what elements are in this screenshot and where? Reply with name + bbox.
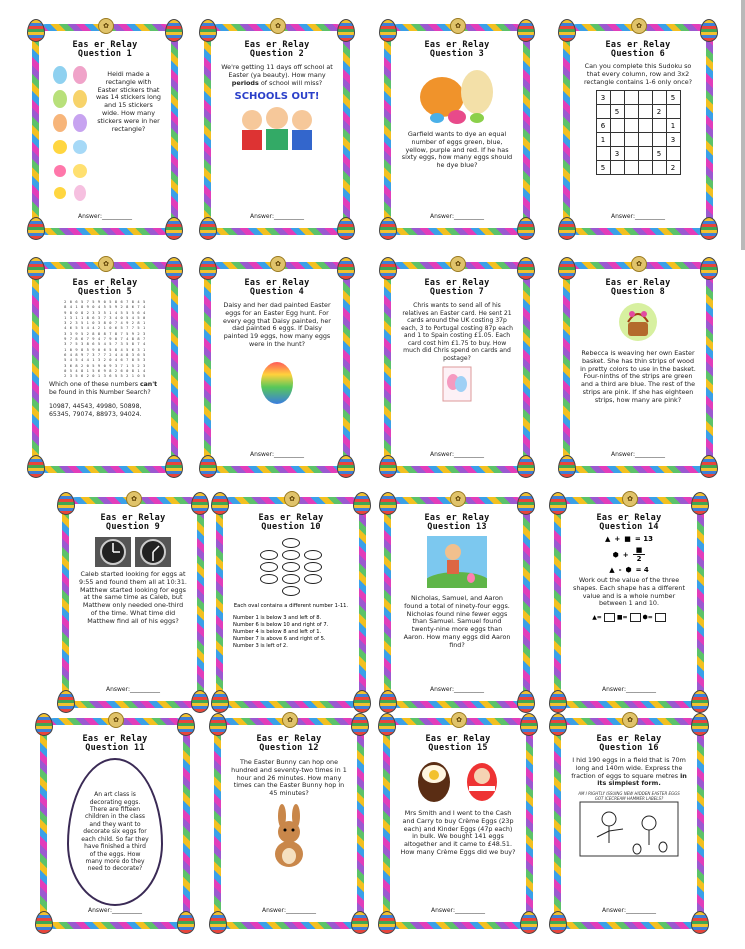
sudoku-grid: 3 5 5 2 6 1 1 3 3 5 5 2 [596,90,681,175]
easter-egg-icon [379,492,397,515]
easter-bunny-image [231,804,347,874]
answer-line: Answer:__________ [87,907,142,914]
easter-egg-icon [337,217,355,240]
easter-stickers-image [49,65,93,209]
easter-egg-icon [209,713,227,736]
easter-egg-icon [378,911,396,934]
badge-icon: ✿ [631,18,647,34]
answer-line: Answer:__________ [249,213,304,220]
answer-line: Answer:__________ [429,686,484,693]
question-text: I hid 190 eggs in a field that is 70m long and 140m wide. Express the fraction of eggs to square metres in its simplest form. [571,756,687,788]
card-question-15 [383,718,533,929]
easter-egg-icon [700,257,718,280]
card-title: Eas er Relay Question 14 [596,513,662,532]
garfield-image [401,62,513,128]
easter-egg-icon [35,713,53,736]
card-title: Eas er Relay Question 15 [425,734,491,753]
easter-egg-icon [700,455,718,478]
equation-1: ▲ + ■ = 13 [605,535,653,543]
badge-icon: ✿ [450,491,466,507]
easter-egg-icon [27,19,45,42]
answer-line: Answer:__________ [261,907,316,914]
easter-egg-icon [558,257,576,280]
badge-icon: ✿ [126,491,142,507]
question-text: Nicholas, Samuel, and Aaron found a total of ninety-four eggs. Nicholas found nine fewer eggs than Samuel. Samuel found twenty-nine more eggs than Aaron. How many eggs did Aaron find? [403,594,511,649]
easter-egg-icon [549,690,567,713]
card-title: Eas er Relay Question 9 [100,513,166,532]
square-icon: ■ [635,546,643,554]
answer-line: Answer:__________ [610,451,665,458]
badge-icon: ✿ [282,712,298,728]
question-text: Which one of these numbers can't be found in this Number Search? [49,381,158,397]
oval-diagram [233,537,349,597]
card-question-5 [32,262,178,473]
equation-3: ▲ - ⬢ = 4 [609,566,649,574]
easter-egg-icon [351,713,369,736]
oval-lead-text: Each oval contains a different number 1-11. [233,603,349,609]
card-question-11 [40,718,190,929]
hexagon-icon: ⬢ [625,566,632,574]
badge-icon: ✿ [108,712,124,728]
easter-egg-icon [211,492,229,515]
easter-egg-icon [379,455,397,478]
easter-egg-icon [191,492,209,515]
answer-line: Answer:__________ [610,213,665,220]
card-title: Eas er Relay Question 1 [72,40,138,59]
answer-line: Answer:__________ [601,686,656,693]
easter-egg-icon [351,911,369,934]
easter-egg-icon [520,911,538,934]
question-text: The Easter Bunny can hop one hundred and seventy-two times in 1 hour and 26 minutes. How many times can the Easter Bunny hop in 45 minutes? [231,758,347,798]
easter-egg-icon [378,713,396,736]
easter-egg-icon [517,690,535,713]
question-text: Rebecca is weaving her own Easter basket. She has thin strips of wood in pretty colors to use in the basket. Four-ninths of the strips are green and a third are blue. The rest of the strips are pink. If she has eighteen strips, how many are pink? [580,349,696,404]
easter-egg-icon [691,911,709,934]
number-list: 10987, 44543, 49980, 50898, 65345, 79074, 88973, 94024. [49,403,142,418]
badge-icon: ✿ [622,491,638,507]
watches-image [79,537,187,567]
easter-card-image [401,366,513,406]
answer-shapes: ▲= ■= ⬢= [571,613,687,622]
easter-egg-icon [379,19,397,42]
badge-icon: ✿ [270,256,286,272]
card-question-14 [554,497,704,708]
card-title: Eas er Relay Question 6 [605,40,671,59]
easter-egg-icon [57,690,75,713]
easter-egg-icon [35,911,53,934]
card-title: Eas er Relay Question 8 [605,278,671,297]
easter-egg-icon [165,217,183,240]
easter-egg-icon [177,713,195,736]
easter-egg-icon [199,19,217,42]
easter-egg-icon [209,911,227,934]
easter-egg-icon [199,257,217,280]
badge-icon: ✿ [98,256,114,272]
card-title: Eas er Relay Question 16 [596,734,662,753]
answer-line: Answer:__________ [430,907,485,914]
easter-egg-icon [700,217,718,240]
easter-egg-icon [165,257,183,280]
question-text: Caleb started looking for eggs at 9:55 and found them all at 10:31. Matthew started looking for eggs at the same time as Caleb, but Matthew only needed one-third of the time. What time did Matthew find all of his eggs? [79,570,187,625]
easter-egg-icon [337,19,355,42]
answer-line: Answer:__________ [249,451,304,458]
card-title: Eas er Relay Question 7 [424,278,490,297]
easter-egg-icon [549,492,567,515]
easter-egg-icon [27,257,45,280]
hexagon-icon: ⬢ [612,550,619,559]
easter-egg-icon [199,217,217,240]
easter-egg-icon [211,690,229,713]
card-question-1 [32,24,178,235]
easter-egg-icon [57,492,75,515]
question-text: Daisy and her dad painted Easter eggs for an Easter Egg hunt. For every egg that Daisy painted, her dad painted 6 eggs. If Daisy painted 19 eggs, how many eggs were in the hunt? [223,301,331,348]
card-title: Eas er Relay Question 11 [82,734,148,753]
basket-image [580,302,696,346]
card-title: Eas er Relay Question 2 [244,40,310,59]
answer-line: Answer:__________ [601,907,656,914]
card-title: Eas er Relay Question 10 [258,513,324,532]
scrollbar[interactable] [741,0,745,250]
card-question-4 [204,262,350,473]
card-question-7 [384,262,530,473]
easter-egg-icon [549,713,567,736]
question-text: We're getting 11 days off school at Easter (ya beauty). How many periods of school will miss? [221,63,333,87]
easter-egg-icon [191,690,209,713]
easter-egg-icon [379,690,397,713]
question-text: Chris wants to send all of his relatives an Easter card. He sent 21 cards around the UK costing 37p each, 3 to Portugal costing 87p each and 1 to Spain costing £1.05. Each card cost him £1.75 to buy. How much did Chris spend on cards and postage? [401,302,513,362]
easter-egg-icon [27,455,45,478]
badge-icon: ✿ [451,712,467,728]
easter-egg-icon [691,713,709,736]
clue-list: Number 1 is below 3 and left of 8. Number 6 is below 10 and right of 7. Number 4 is below 8 and left of 1. Number 7 is above 6 and right of 5. Number 3 is left of 2. [233,615,329,649]
egg-hunt-image [401,536,513,592]
easter-egg-icon [379,217,397,240]
answer-line: Answer:__________ [429,451,484,458]
easter-egg-icon [199,455,217,478]
card-question-6 [563,24,713,235]
easter-egg-icon [558,217,576,240]
badge-icon: ✿ [631,256,647,272]
easter-egg-icon [691,492,709,515]
easter-egg-icon [517,455,535,478]
number-search-grid: 2 0 6 5 7 5 9 0 5 8 6 7 8 4 5 8 4 1 8 9 0 4 5 5 9 2 8 6 7 4 9 8 0 8 2 3 3 5 1 4 5 5 5 6 4 1 3 1 1 8 6 3 7 3 4 0 5 4 5 0 3 2 3 5 1 0 3 8 0 7 4 9 2 8 1 4 6 5 5 4 4 2 1 0 6 5 7 7 5 1 3 3 9 5 2 8 8 8 7 8 7 5 9 2 3 9 7 8 6 7 9 4 7 9 0 7 4 8 8 7 3 7 5 3 8 6 5 4 5 7 3 5 8 7 4 1 0 9 8 5 9 0 6 5 8 4 5 6 3 1 6 4 8 9 7 3 7 7 2 4 4 8 3 6 5 5 4 5 4 4 1 3 2 0 4 6 7 8 5 3 3 6 8 2 0 5 9 0 9 3 7 1 5 2 3 0 5 4 8 1 5 6 9 8 2 6 0 8 1 4 2 3 5 6 2 0 1 3 6 5 5 2 1 0 5 [64,300,146,379]
card-question-13 [384,497,530,708]
badge-icon: ✿ [450,256,466,272]
easter-egg-icon [379,257,397,280]
easter-egg-icon [558,455,576,478]
card-question-8 [563,262,713,473]
equation-2: ⬢ + ■ 2 [571,546,687,563]
painted-egg-image [221,359,333,409]
easter-egg-icon [165,19,183,42]
question-text: Work out the value of the three shapes. Each shape has a different value and is a whole number between 1 and 10. [573,576,685,608]
easter-egg-icon [177,911,195,934]
chocolate-eggs-image [400,758,516,804]
easter-egg-icon [165,455,183,478]
answer-line: Answer:__________ [429,213,484,220]
easter-egg-icon [700,19,718,42]
easter-egg-icon [27,217,45,240]
card-question-9 [62,497,204,708]
card-title: Eas er Relay Question 12 [256,734,322,753]
schools-out-image: SCHOOLS OUT! [221,91,333,156]
cartoon-image: AM I RIGHTLY ISSUING NEW HIDDEN EASTER EGGS GOT ICECREAM HAMMER LABELS? [571,791,687,861]
badge-icon: ✿ [270,18,286,34]
easter-egg-icon [353,690,371,713]
easter-egg-icon [517,217,535,240]
easter-egg-icon [558,19,576,42]
question-text: An art class is decorating eggs. There are fifteen children in the class and they want to decorate six eggs for each child. So far they have finished a third of the eggs. How many more do they need to decorate? [81,791,149,873]
easter-egg-icon [337,257,355,280]
question-text: Heidi made a rectangle with Easter stickers that was 14 stickers long and 15 stickers wide. How many stickers were in her rectangle? [96,70,161,133]
card-question-10 [216,497,366,708]
question-text: Garfield wants to dye an equal number of eggs green, blue, yellow, purple and red. If he has sixty eggs, how many eggs should he dye blue? [401,130,513,170]
card-title: Eas er Relay Question 13 [424,513,490,532]
egg-outline [67,758,163,906]
badge-icon: ✿ [98,18,114,34]
card-question-3 [384,24,530,235]
badge-icon: ✿ [450,18,466,34]
question-text: Can you complete this Sudoku so that every column, row and 3x2 rectangle contains 1-6 only once? [583,62,693,86]
question-text: Mrs Smith and I went to the Cash and Carry to buy Crème Eggs (23p each) and Kinder Eggs (47p each) in bulk. We bought 141 eggs altogether and it came to £48.51. How many Crème Eggs did we buy? [400,809,516,856]
badge-icon: ✿ [622,712,638,728]
triangle-icon: ▲ [605,535,611,543]
easter-egg-icon [353,492,371,515]
triangle-icon: ▲ [609,566,615,574]
easter-egg-icon [691,690,709,713]
card-title: Eas er Relay Question 3 [424,40,490,59]
square-icon: ■ [624,535,631,543]
easter-egg-icon [517,257,535,280]
card-question-2 [204,24,350,235]
card-title: Eas er Relay Question 5 [72,278,138,297]
easter-egg-icon [520,713,538,736]
easter-egg-icon [517,492,535,515]
answer-line: Answer:__________ [77,213,132,220]
easter-egg-icon [337,455,355,478]
card-question-12 [214,718,364,929]
easter-egg-icon [549,911,567,934]
card-title: Eas er Relay Question 4 [244,278,310,297]
answer-line: Answer:__________ [105,686,160,693]
badge-icon: ✿ [284,491,300,507]
easter-egg-icon [517,19,535,42]
card-question-16 [554,718,704,929]
